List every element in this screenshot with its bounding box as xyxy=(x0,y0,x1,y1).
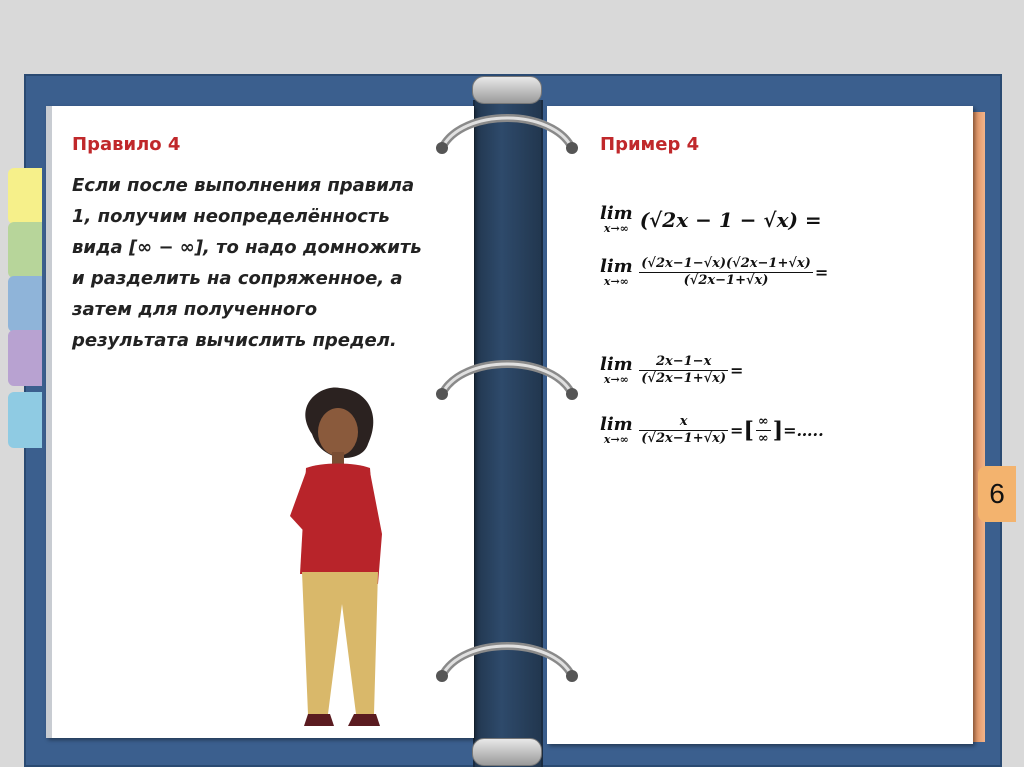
binder-ring-middle xyxy=(432,358,582,408)
spine-cap-bottom xyxy=(472,738,542,766)
index-tab-purple[interactable] xyxy=(8,330,42,386)
fraction-numerator: 2x−1−x xyxy=(639,354,728,371)
lim-label: lim xyxy=(600,255,633,277)
limit-operator xyxy=(600,353,633,386)
limit-operator xyxy=(600,413,633,446)
rule-title: Правило 4 xyxy=(72,134,181,155)
formula-line-1 xyxy=(600,205,822,235)
teacher-illustration xyxy=(282,384,392,734)
infinity-fraction xyxy=(756,414,771,447)
index-tab-blue[interactable] xyxy=(8,276,42,332)
equals-sign: = xyxy=(814,263,829,282)
index-tab-yellow[interactable] xyxy=(8,168,42,224)
binder-ring-top xyxy=(432,112,582,162)
lim-label: lim xyxy=(600,203,633,224)
fraction-numerator: (√2x−1−√x)(√2x−1+√x) xyxy=(641,256,811,271)
bracket-open: [ xyxy=(743,417,754,444)
fraction-denominator: (√2x−1+√x) xyxy=(683,273,769,288)
lim-subscript: x→∞ xyxy=(603,372,629,386)
equals-sign: = xyxy=(730,421,744,440)
fraction-numerator: x xyxy=(639,414,728,431)
lim-subscript: x→∞ xyxy=(603,432,629,446)
equals-sign: = xyxy=(730,361,744,380)
index-tab-green[interactable] xyxy=(8,222,42,278)
rule-text: Если после выполнения правила 1, получим неопределённость вида [∞ − ∞], то надо домножить и разделить на сопряженное, а затем для полученного результата вычислить предел. xyxy=(72,175,422,351)
limit-operator xyxy=(600,255,633,288)
formula-line-4 xyxy=(600,414,824,447)
right-page-edge xyxy=(973,112,985,742)
fraction-denominator: (√2x−1+√x) xyxy=(641,431,727,446)
example-title: Пример 4 xyxy=(600,134,700,155)
formula-line-2 xyxy=(600,256,828,289)
infinity-numerator: ∞ xyxy=(757,414,769,429)
ellipsis-tail: =….. xyxy=(783,421,824,440)
index-tab-cyan[interactable] xyxy=(8,392,42,448)
lim-subscript: x→∞ xyxy=(603,274,629,288)
formula-expression: (√2x − 1 − √x) = xyxy=(639,208,822,232)
fraction xyxy=(639,414,728,447)
lim-label: lim xyxy=(600,353,633,375)
spine-cap-top xyxy=(472,76,542,104)
fraction-denominator: (√2x−1+√x) xyxy=(641,371,727,386)
lim-label: lim xyxy=(600,413,633,435)
bracket-close: ] xyxy=(772,417,784,444)
lim-subscript: x→∞ xyxy=(603,222,629,235)
limit-operator xyxy=(600,205,633,235)
fraction xyxy=(639,354,728,387)
fraction xyxy=(639,256,813,289)
binder-ring-bottom xyxy=(432,640,582,690)
formula-line-3 xyxy=(600,354,743,387)
page-number-tab[interactable]: 6 xyxy=(978,466,1016,522)
infinity-denominator: ∞ xyxy=(757,431,769,446)
